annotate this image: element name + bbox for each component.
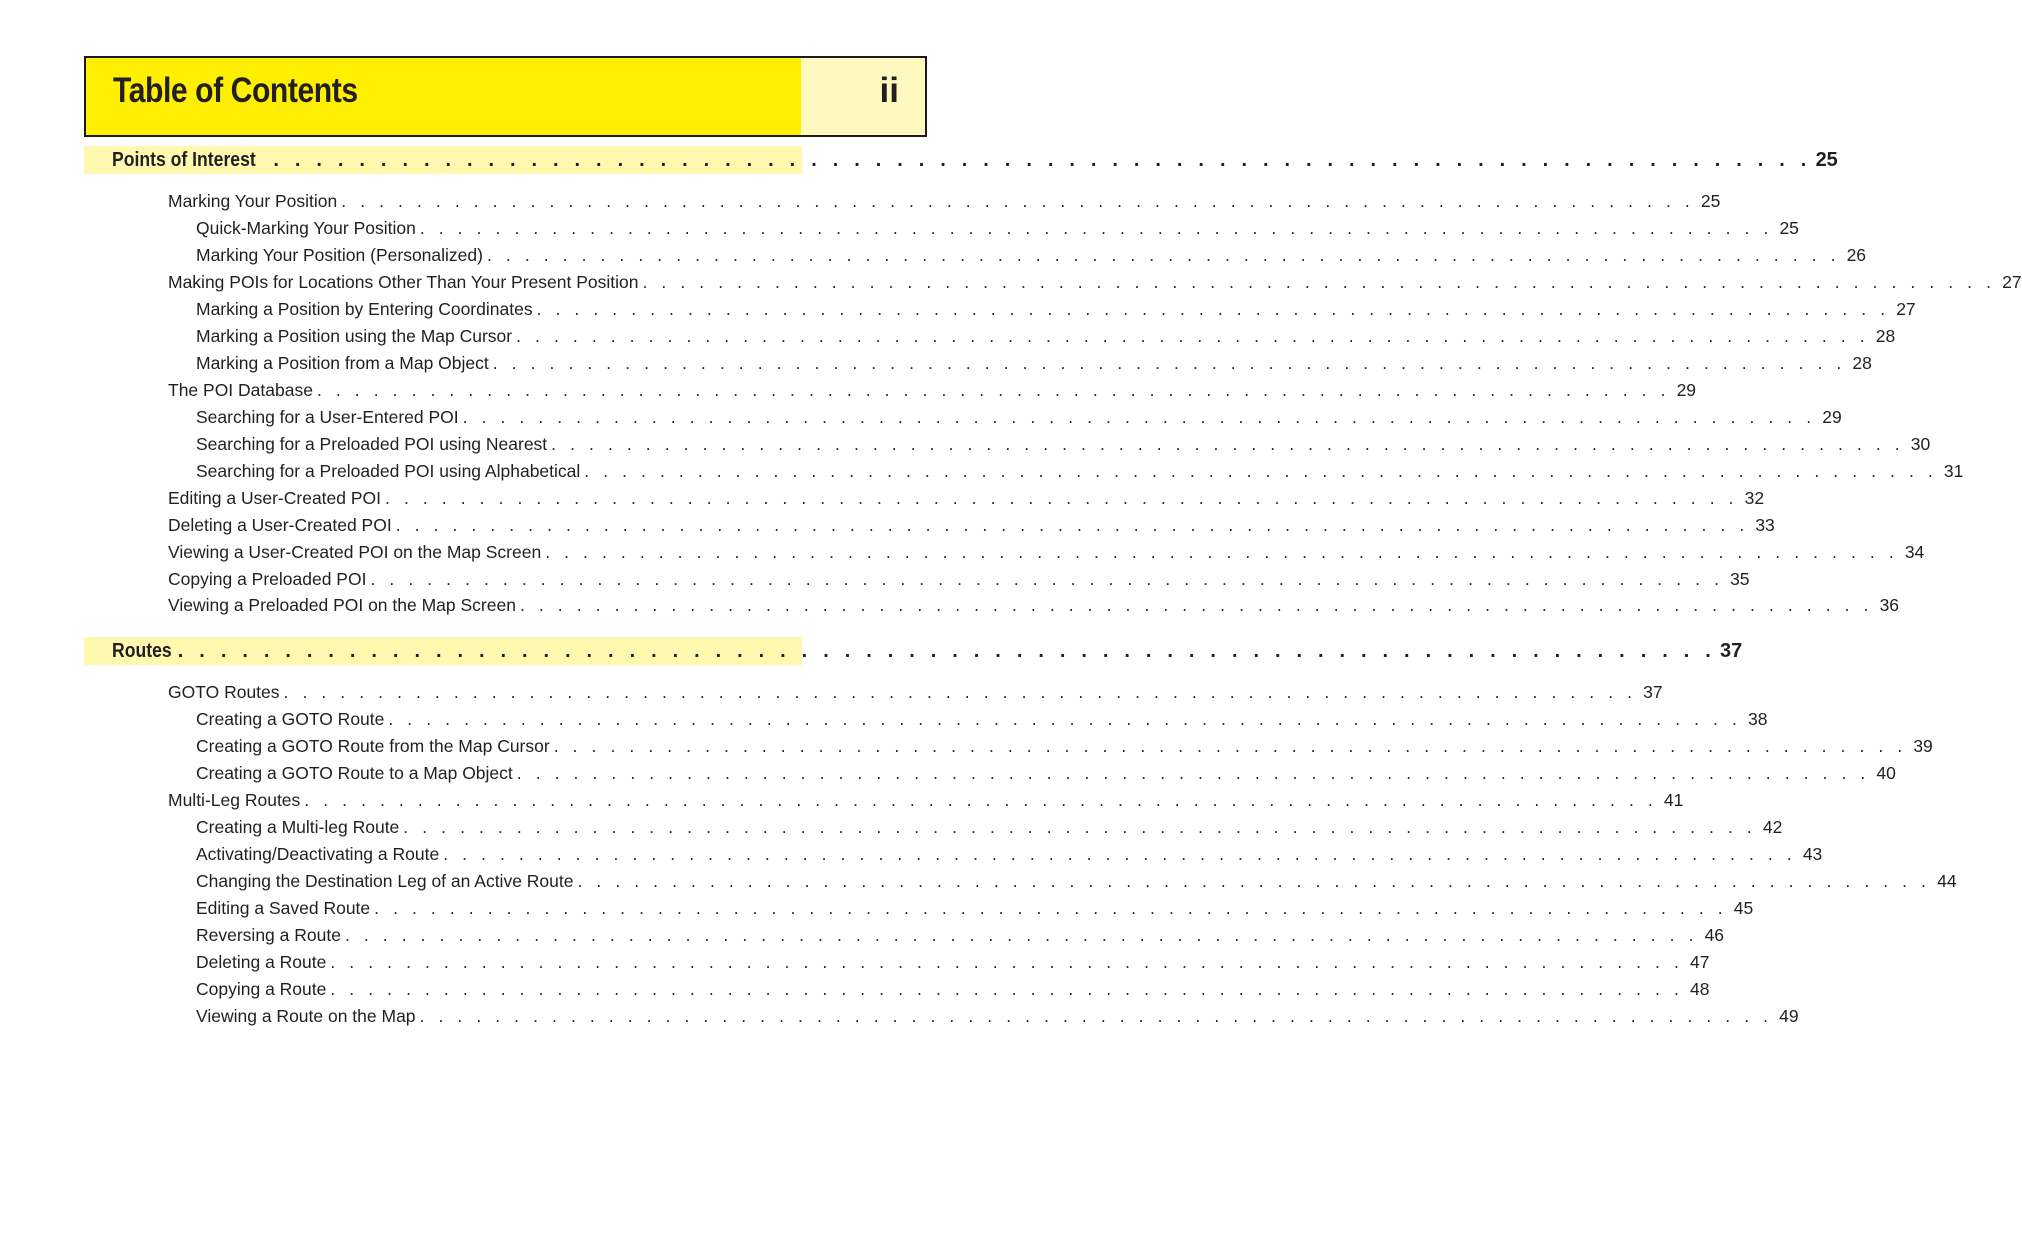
- leader-dots: . . . . . . . . . . . . . . . . . . . . . . . . . . . . . . . . . . . . . . . . . . . . . . . . . . . . . . . . . . . . . . . . . . . . . . . .: [462, 406, 1816, 427]
- section-title: Routes: [112, 639, 172, 662]
- entry-label: Copying a Route: [196, 978, 327, 999]
- entry-label: Searching for a User-Entered POI: [196, 406, 459, 427]
- entry-label: Multi-Leg Routes: [168, 789, 301, 810]
- leader-dots: . . . . . . . . . . . . . . . . . . . . . . . . . . . . . . . . . . . . . . . . . . . . . . . . . . . . . . . . . . . . . . . . . . . . . . . .: [553, 735, 1907, 756]
- entry-page: 29: [1676, 379, 1697, 400]
- entry-page: 32: [1744, 487, 1765, 508]
- toc-entry[interactable]: [196, 325, 1896, 347]
- entry-page: 34: [1904, 541, 1925, 562]
- entry-page: 40: [1876, 762, 1896, 783]
- toc-entry[interactable]: [196, 762, 1896, 784]
- section-heading-points-of-interest[interactable]: [84, 146, 1838, 174]
- entry-label: Marking Your Position (Personalized): [196, 244, 483, 265]
- leader-dots: . . . . . . . . . . . . . . . . . . . . . . . . . . . . . . . . . . . . . . . . . . . . . . . . . . . . . . . . . . . . . . . . . . . . . . . .: [486, 244, 1841, 265]
- leader-dots: . . . . . . . . . . . . . . . . . . . . . . . . . . . . . . . . . . . . . . . . . . . . . . . . . . . . . . . . . . . . . . . . . . . . . . . .: [516, 325, 1870, 346]
- leader-dots: . . . . . . . . . . . . . . . . . . . . . . . . . . . . . . . . . . . . . . . . . . . . . . . . . . . . . . . . . . . . . . . . . . . . . . . .: [330, 951, 1684, 972]
- header-title-panel: [86, 58, 801, 135]
- entry-page: 39: [1913, 735, 1933, 756]
- entry-label: Marking a Position using the Map Cursor: [196, 325, 513, 346]
- entry-label: Making POIs for Locations Other Than Your Present Position: [168, 271, 639, 292]
- entry-page: 36: [1879, 594, 1900, 615]
- entry-page: 28: [1852, 352, 1872, 373]
- toc-entry[interactable]: [196, 978, 1710, 1000]
- entry-page: 27: [2002, 271, 2022, 292]
- entry-page: 38: [1747, 708, 1768, 729]
- leader-dots: . . . . . . . . . . . . . . . . . . . . . . . . . . . . . . . . . . . . . . . . . . . . . . . . . . . . . . . . . . . . . . . . . . . . . . . .: [551, 433, 1905, 454]
- section-heading-routes[interactable]: [84, 637, 1743, 665]
- leader-dots: . . . . . . . . . . . . . . . . . . . . . . . . . . . . . . . . . . . . . . . . . . . . . . . . . . . . . . . . . . . . . . . . . . . . . . . .: [385, 487, 1739, 508]
- entry-page: 42: [1762, 816, 1783, 837]
- entry-label: Viewing a Route on the Map: [196, 1005, 416, 1026]
- entry-page: 47: [1689, 951, 1710, 972]
- entry-label: GOTO Routes: [168, 681, 280, 702]
- leader-dots: . . . . . . . . . . . . . . . . . . . . . . . . . . . . . . . . . . . . . . . . . . . . . . . . . . . . . . . . . . . . . . . . . . . . . . . .: [584, 460, 1938, 481]
- toc-entry[interactable]: [196, 352, 1872, 374]
- entry-label: Editing a User-Created POI: [168, 487, 382, 508]
- entry-label: Deleting a Route: [196, 951, 327, 972]
- leader-dots: . . . . . . . . . . . . . . . . . . . . . . . . . . . . . . . . . . . . . . . . . . . . . . . . . . . . . . . . . . . . . . . . . . . . . . . .: [330, 978, 1684, 999]
- toc-entry[interactable]: [168, 594, 1900, 616]
- entry-label: Changing the Destination Leg of an Active Route: [196, 870, 574, 891]
- leader-dots: . . . . . . . . . . . . . . . . . . . . . . . . . . . . . . . . . . . . . . . . . . . . . . . . . . . . . . . . . . . . . . . . . . . . . . . .: [403, 816, 1757, 837]
- entry-label: Searching for a Preloaded POI using Alphabetical: [196, 460, 581, 481]
- leader-dots: . . . . . . . . . . . . . . . . . . . . . . . . . . . . . . . . . . . . . . . . . . . . . . . . . . . . . . . . . . . . . . . . . . . . . . . .: [395, 514, 1749, 535]
- entry-label: Copying a Preloaded POI: [168, 568, 367, 589]
- header-page-panel: [801, 58, 925, 135]
- leader-dots: . . . . . . . . . . . . . . . . . . . . . . . . . . . . . . . . . . . . . . . . . . . . . . . . . . . . . . . . . . . . . . . . . . . . . . . .: [341, 190, 1695, 211]
- section-page: 37: [1720, 639, 1743, 662]
- toc-entry[interactable]: [196, 843, 1823, 865]
- toc-entry[interactable]: [196, 1005, 1799, 1027]
- entry-label: Viewing a User-Created POI on the Map Screen: [168, 541, 542, 562]
- entry-page: 49: [1779, 1005, 1799, 1026]
- toc-entry[interactable]: [168, 681, 1663, 703]
- toc-entry[interactable]: [196, 897, 1754, 919]
- entry-page: 26: [1846, 244, 1867, 265]
- entry-label: Creating a GOTO Route to a Map Object: [196, 762, 513, 783]
- leader-dots: . . . . . . . . . . . . . . . . . . . . . . . . . . . . . . . . . . . . . . . . . . . . . . . . . . . . . . . . . . . . . . . . . . . . . . . .: [344, 924, 1699, 945]
- leader-dots: . . . . . . . . . . . . . . . . . . . . . . . . . . . . . . . . . . . . . . . . . . . . . . . . . . . . . . . . . . . . . . . . . . . . . . . .: [419, 217, 1773, 238]
- leader-dots: . . . . . . . . . . . . . . . . . . . . . . . . . . . . . . . . . . . . . . . . . . . . . . . . . . . . . . . . . . . . . . . . . . . . . . . .: [283, 681, 1637, 702]
- toc-entry[interactable]: [196, 433, 1931, 455]
- toc-entry[interactable]: [168, 190, 1721, 212]
- entry-label: Marking a Position from a Map Object: [196, 352, 489, 373]
- toc-entry[interactable]: [196, 244, 1867, 266]
- toc-entry[interactable]: [196, 217, 1799, 239]
- leader-dots: . . . . . . . . . . . . . . . . . . . . . . . . . . . . . . . . . . . . . . . . . . . . . . . . . . . . . . . . . . . . . . . . . . . . . . . .: [492, 352, 1846, 373]
- leader-dots: . . . . . . . . . . . . . . . . . . . . . . . . . . . . . . . . . . . . . . . . . . . . . . . . . . . . . . . . . . . . . . . . . . . . . . . .: [536, 298, 1890, 319]
- entry-page: 37: [1643, 681, 1663, 702]
- entry-label: Reversing a Route: [196, 924, 341, 945]
- toc-entry[interactable]: [196, 951, 1710, 973]
- toc-entry[interactable]: [196, 460, 1964, 482]
- entry-page: 41: [1663, 789, 1684, 810]
- leader-dots: . . . . . . . . . . . . . . . . . . . . . . . . . . . . . . . . . . . . . . . . . . . . . . . . . . . . . . . . . . . . . . . . . . . . . . . .: [519, 594, 1874, 615]
- entry-label: Searching for a Preloaded POI using Nearest: [196, 433, 548, 454]
- leader-dots: . . . . . . . . . . . . . . . . . . . . . . . . . . . . . . . . . . . . . . . . . . . . . . . . . . . . . . . . . . . . . . . . . . . . . . . .: [545, 541, 1899, 562]
- leader-dots: . . . . . . . . . . . . . . . . . . . . . . . . . . . . . . . . . . . . . . . . . . . . . . . . . . . . . . . . . . . . . . . . . . . . . . . .: [388, 708, 1742, 729]
- toc-entry[interactable]: [196, 816, 1783, 838]
- entry-page: 48: [1689, 978, 1710, 999]
- entry-label: Editing a Saved Route: [196, 897, 371, 918]
- leader-dots: . . . . . . . . . . . . . . . . . . . . . . . . . . . . . . . . . . . . . . . . . . . . . . . . . . . . . . . . . . . . . . . . . . . . . . . .: [374, 897, 1728, 918]
- entry-page: 25: [1700, 190, 1721, 211]
- leader-dots: . . . . . . . . . . . . . . . . . . . . . . . . . . . . . . . . . . . . . . . . . . . . . . . . . . . . . . . . . . . . . . . . . . . . . . . .: [304, 789, 1658, 810]
- entry-page: 25: [1779, 217, 1799, 238]
- toc-entry[interactable]: [168, 514, 1775, 536]
- toc-entry[interactable]: [196, 924, 1725, 946]
- toc-entry[interactable]: [168, 379, 1697, 401]
- leader-dots: . . . . . . . . . . . . . . . . . . . . . . . . . . . . . . . . . . . . . . . . . . . . . . . . . . . . . . . . . . . . . . . . . . . . . . . .: [577, 870, 1931, 891]
- entry-label: Viewing a Preloaded POI on the Map Screen: [168, 594, 516, 615]
- leader-dots: . . . . . . . . . . . . . . . . . . . . . . . . . . . . . . . . . . . . . . . . . . . . . . . . . . . . . . . . . . . . . . . . . . . . . . . .: [316, 379, 1671, 400]
- entry-page: 43: [1802, 843, 1823, 864]
- toc-entry[interactable]: [168, 541, 1925, 563]
- page-number: ii: [879, 71, 899, 110]
- leader-dots: . . . . . . . . . . . . . . . . . . . . . . . . . . . . . . . . . . . . . . . . . . . . . . . . . . . . . . . . . . . . . . . . . . . . . . . .: [273, 148, 1812, 171]
- entry-page: 28: [1875, 325, 1896, 346]
- entry-page: 27: [1896, 298, 1916, 319]
- page-title: Table of Contents: [113, 71, 358, 110]
- leader-dots: . . . . . . . . . . . . . . . . . . . . . . . . . . . . . . . . . . . . . . . . . . . . . . . . . . . . . . . . . . . . . . . . . . . . . . . .: [642, 271, 1996, 292]
- section-title: Points of Interest: [112, 148, 256, 171]
- toc-entry[interactable]: [196, 298, 1916, 320]
- leader-dots: . . . . . . . . . . . . . . . . . . . . . . . . . . . . . . . . . . . . . . . . . . . . . . . . . . . . . . . . . . . . . . . . . . . . . . . .: [419, 1005, 1773, 1026]
- entry-page: 45: [1733, 897, 1754, 918]
- entry-label: Marking a Position by Entering Coordinates: [196, 298, 533, 319]
- entry-label: Deleting a User-Created POI: [168, 514, 392, 535]
- entry-label: Creating a GOTO Route: [196, 708, 385, 729]
- leader-dots: . . . . . . . . . . . . . . . . . . . . . . . . . . . . . . . . . . . . . . . . . . . . . . . . . . . . . . . . . . . . . . . . . . . . . . . .: [370, 568, 1724, 589]
- toc-header: [84, 56, 927, 137]
- entry-page: 44: [1937, 870, 1957, 891]
- entry-label: Marking Your Position: [168, 190, 338, 211]
- entry-label: Creating a Multi-leg Route: [196, 816, 400, 837]
- toc-entry[interactable]: [168, 271, 2022, 293]
- toc-entry[interactable]: [196, 870, 1957, 892]
- section-page: 25: [1815, 148, 1838, 171]
- entry-page: 46: [1704, 924, 1725, 945]
- leader-dots: . . . . . . . . . . . . . . . . . . . . . . . . . . . . . . . . . . . . . . . . . . . . . . . . . . . . . . . . . . . . . . . . . . . . . . . .: [443, 843, 1797, 864]
- entry-label: Creating a GOTO Route from the Map Cursor: [196, 735, 550, 756]
- toc-entry[interactable]: [168, 487, 1765, 509]
- toc-entry[interactable]: [196, 708, 1768, 730]
- entry-label: Activating/Deactivating a Route: [196, 843, 440, 864]
- leader-dots: . . . . . . . . . . . . . . . . . . . . . . . . . . . . . . . . . . . . . . . . . . . . . . . . . . . . . . . . . . . . . . . . . . . . . . . .: [516, 762, 1870, 783]
- entry-page: 33: [1755, 514, 1775, 535]
- toc-entry[interactable]: [196, 735, 1933, 757]
- leader-dots: . . . . . . . . . . . . . . . . . . . . . . . . . . . . . . . . . . . . . . . . . . . . . . . . . . . . . . . . . . . . . . . . . . . . . . . .: [177, 639, 1716, 662]
- toc-entry[interactable]: [168, 789, 1684, 811]
- entry-page: 29: [1822, 406, 1842, 427]
- entry-label: The POI Database: [168, 379, 313, 400]
- entry-page: 31: [1943, 460, 1964, 481]
- entry-page: 30: [1910, 433, 1931, 454]
- entry-label: Quick-Marking Your Position: [196, 217, 416, 238]
- toc-entry[interactable]: [168, 568, 1750, 590]
- toc-entry[interactable]: [196, 406, 1842, 428]
- entry-page: 35: [1730, 568, 1750, 589]
